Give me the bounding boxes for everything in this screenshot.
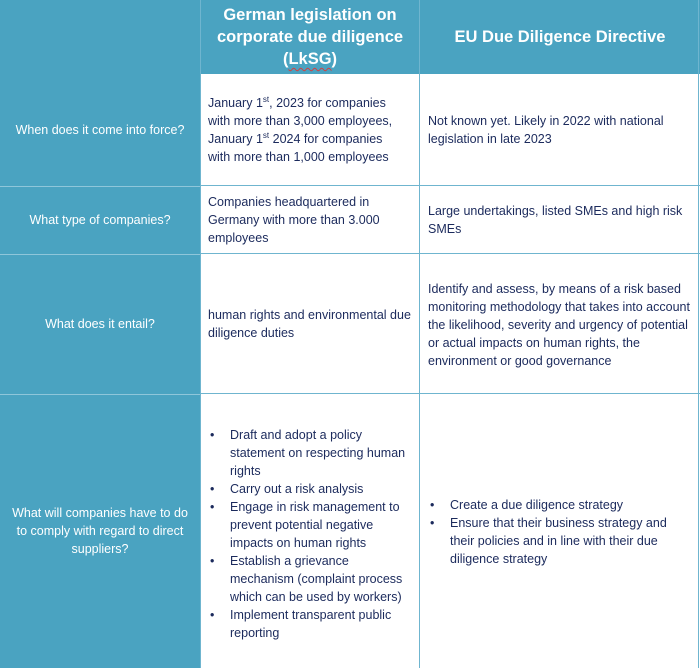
german-force-sup3: st — [262, 130, 270, 140]
row-question-comply: What will companies have to do to comply with regard to direct suppliers? — [0, 394, 200, 668]
grid-divider — [0, 394, 200, 395]
header-german-legislation — [200, 0, 420, 74]
eu-companies-text: Large undertakings, listed SMEs and high risk SMEs — [428, 204, 683, 236]
row-eu-companies — [420, 186, 700, 254]
eu-entail-text: Identify and assess, by means of a risk based monitoring methodology that takes into account the likelihood, severity and urgency of potential or actual impacts on human rights, the environment or good governance — [428, 282, 690, 368]
german-force-line3a: January 1 — [208, 132, 263, 146]
list-item: • Establish a grievance mechanism (complaint process which can be used by workers) — [208, 552, 412, 606]
german-force-line1a: January 1 — [208, 96, 263, 110]
header-eu-directive: EU Due Diligence Directive — [420, 0, 700, 74]
row-eu-entail — [420, 254, 700, 394]
header-corner — [0, 0, 200, 74]
header-german-abbr: LkSG — [288, 50, 332, 68]
row-question-force: When does it come into force? — [0, 74, 200, 186]
list-item: • Ensure that their business strategy and their policies and in line with their due diligence strategy — [428, 514, 692, 568]
row-question-companies: What type of companies? — [0, 186, 200, 254]
german-force-line1b: , 2023 for companies — [269, 96, 386, 110]
row-german-entail — [200, 254, 420, 394]
grid-divider — [200, 393, 700, 394]
list-item: • Engage in risk management to prevent potential negative impacts on human rights — [208, 498, 412, 552]
list-item: • Implement transparent public reporting — [208, 606, 412, 642]
eu-force-text: Not known yet. Likely in 2022 with national legislation in late 2023 — [428, 114, 664, 146]
list-item: • Create a due diligence strategy — [428, 496, 692, 514]
eu-comply-list — [428, 496, 692, 568]
row-eu-force — [420, 74, 700, 186]
german-companies-text: Companies headquartered in Germany with more than 3.000 employees — [208, 195, 380, 245]
german-force-line4: with more than 1,000 employees — [208, 150, 389, 164]
row-german-force — [200, 74, 420, 186]
grid-divider — [698, 0, 699, 668]
list-item: • Carry out a risk analysis — [208, 480, 412, 498]
list-item: • Draft and adopt a policy statement on respecting human rights — [208, 426, 412, 480]
grid-divider — [419, 0, 420, 668]
german-force-line2: with more than 3,000 employees, — [208, 114, 393, 128]
german-entail-text: human rights and environmental due diligence duties — [208, 308, 411, 340]
german-force-line3b: 2024 for companies — [269, 132, 383, 146]
row-german-comply — [200, 394, 420, 668]
grid-divider — [200, 0, 201, 668]
german-comply-list — [208, 426, 412, 642]
row-eu-comply — [420, 394, 700, 668]
grid-divider — [0, 254, 200, 255]
row-question-entail: What does it entail? — [0, 254, 200, 394]
grid-divider — [200, 185, 700, 186]
header-german-suffix: ) — [331, 50, 338, 68]
header-german-prefix: German legislation on corporate due diligence ( — [216, 6, 404, 68]
german-force-sup1: st — [262, 94, 270, 104]
row-german-companies — [200, 186, 420, 254]
grid-divider — [200, 253, 700, 254]
grid-divider — [0, 186, 200, 187]
